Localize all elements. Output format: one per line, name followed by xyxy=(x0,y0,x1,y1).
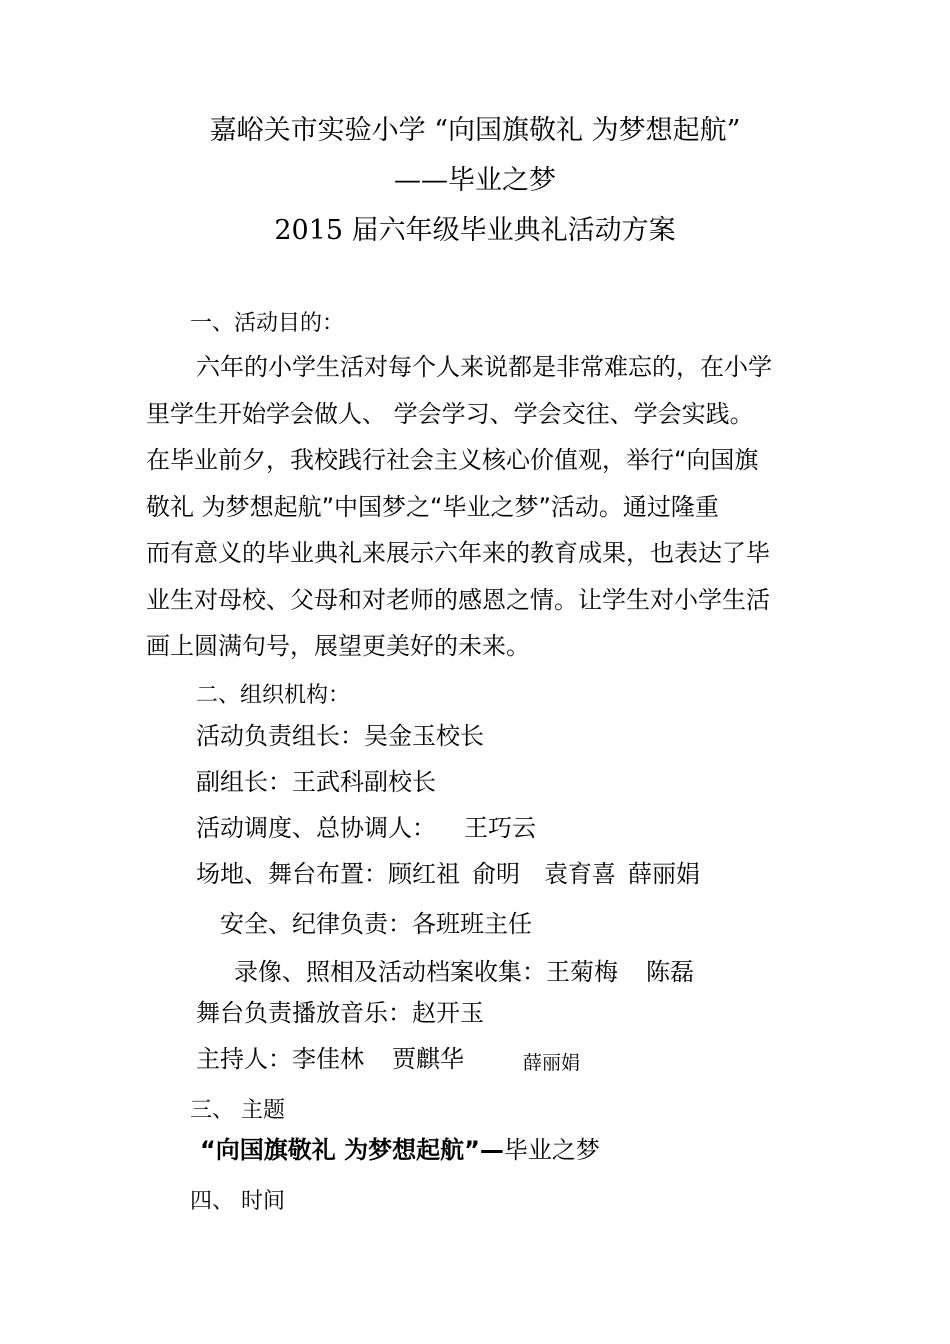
section1-paragraph xyxy=(146,344,826,670)
paragraph-line: 在毕业前夕，我校践行社会主义核心价值观，举行“向国旗 xyxy=(146,446,759,474)
org-stage-name: 薛丽娟 xyxy=(628,860,700,888)
section3-theme xyxy=(200,1134,600,1166)
org-video xyxy=(234,956,694,988)
org-stage-name: 袁育喜 xyxy=(544,860,616,888)
org-coordinator xyxy=(196,812,536,844)
paragraph-line: 画上圆满句号，展望更美好的未来。 xyxy=(146,632,530,660)
org-video-label: 录像、照相及活动档案收集： xyxy=(234,958,546,986)
org-stage-label: 场地、舞台布置： xyxy=(196,860,388,888)
document-title-line1: 嘉峪关市实验小学 “向国旗敬礼 为梦想起航” xyxy=(209,115,741,146)
section1-heading: 一、活动目的： xyxy=(190,311,345,336)
org-host-extra: 薛丽娟 xyxy=(523,1052,581,1074)
org-stage-name: 顾红祖 xyxy=(388,860,460,888)
section3-heading: 三、 主题 xyxy=(190,1098,285,1123)
theme-rest: 毕业之梦 xyxy=(503,1136,600,1164)
paragraph-line: 业生对母校、父母和对老师的感恩之情。让学生对小学生活 xyxy=(146,585,770,614)
paragraph-line: 六年的小学生活对每个人来说都是非常难忘的，在小学 xyxy=(196,353,772,381)
org-music: 舞台负责播放音乐：赵开玉 xyxy=(196,999,484,1027)
org-host-label: 主持人： xyxy=(196,1045,292,1073)
theme-bold: “向国旗敬礼 为梦想起航”— xyxy=(200,1136,504,1164)
org-stage xyxy=(196,858,700,890)
paragraph-line: 而有意义的毕业典礼来展示六年来的教育成果，也表达了毕 xyxy=(146,539,770,567)
org-leader: 活动负责组长：吴金玉校长 xyxy=(196,722,484,750)
org-host-name: 李佳林 xyxy=(292,1045,364,1073)
org-stage-name: 俞明 xyxy=(472,860,520,888)
org-coordinator-name: 王巧云 xyxy=(464,814,536,842)
document-title-line2: ——毕业之梦 xyxy=(394,165,556,196)
org-video-name: 王菊梅 xyxy=(546,958,618,986)
document-title-line3: 2015 届六年级毕业典礼活动方案 xyxy=(274,215,676,246)
paragraph-line: 里学生开始学会做人、 学会学习、学会交往、学会实践。 xyxy=(146,399,754,428)
org-safety: 安全、纪律负责：各班班主任 xyxy=(220,910,532,938)
section4-heading: 四、 时间 xyxy=(190,1189,285,1214)
org-coordinator-label: 活动调度、总协调人： xyxy=(196,814,436,842)
org-host xyxy=(196,1043,464,1075)
section2-heading: 二、组织机构： xyxy=(196,683,351,708)
paragraph-line: 敬礼 为梦想起航”中国梦之“毕业之梦”活动。通过隆重 xyxy=(146,492,719,521)
org-deputy: 副组长：王武科副校长 xyxy=(196,768,436,796)
org-host-name: 贾麒华 xyxy=(392,1045,464,1073)
org-video-name: 陈磊 xyxy=(646,958,694,986)
